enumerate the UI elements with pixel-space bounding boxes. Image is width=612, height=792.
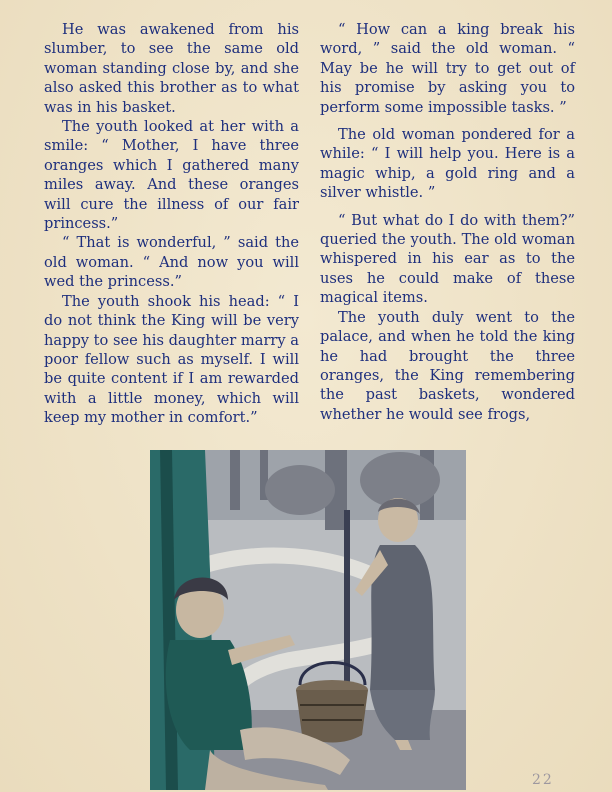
page-number: 22	[532, 772, 554, 788]
right-paragraph-2: The old woman pondered for a while: “ I will help you. Here is a magic whip, a gold ring and a silver whistle. ”	[320, 126, 575, 202]
story-illustration	[150, 450, 466, 790]
right-text-column	[320, 20, 575, 424]
left-text-column	[44, 20, 299, 428]
left-paragraph-3: “ That is wonderful, ” said the old woman. “ And now you will wed the princess.”	[44, 234, 299, 291]
right-paragraph-3: “ But what do I do with them?” queried the youth. The old woman whispered in his ear as to the uses he could make of these magical items.	[320, 211, 575, 307]
right-paragraph-4: The youth duly went to the palace, and when he told the king he had brought the three oranges, the King remembering the past baskets, wondered whether he would see frogs,	[320, 308, 575, 423]
left-paragraph-2: The youth looked at her with a smile: “ Mother, I have three oranges which I gathered many miles away. And these oranges will cure the illness of our fair princess.”	[44, 118, 299, 233]
left-paragraph-1: He was awakened from his slumber, to see the same old woman standing close by, and she also asked this brother as to what was in his basket.	[44, 21, 299, 116]
right-paragraph-1: “ How can a king break his word, ” said the old woman. “ May be he will try to get out of his promise by asking you to perform some impossible tasks. ”	[320, 21, 575, 116]
left-paragraph-4: The youth shook his head: “ I do not think the King will be very happy to see his daughter marry a poor fellow such as myself. I will be quite content if I am rewarded with a little money, which will keep my mother in comfort.”	[44, 292, 299, 427]
